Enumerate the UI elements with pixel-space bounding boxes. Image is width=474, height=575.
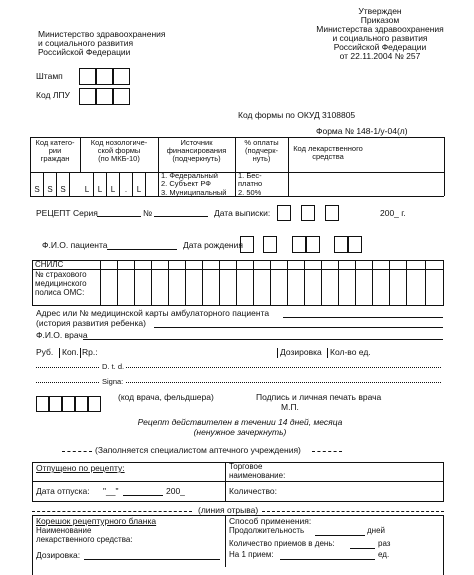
citizen-code-3: S [60,185,66,194]
stamp-box-2[interactable] [96,68,113,85]
recipe-number-label: № [143,208,153,218]
kop-label: Коп. [62,347,79,357]
trade-name-label: Торговое наименование: [229,462,286,480]
stub-method-label: Способ применения: [229,516,312,526]
birth-date-label: Дата рождения [183,240,243,250]
stub-dosage-label: Дозировка: [36,550,81,560]
doctor-code-box-1[interactable] [36,396,49,412]
header-financing: Источник финансирования (подчеркнуть) [166,138,227,163]
doctor-code-box-2[interactable] [49,396,62,412]
stub-times-label: раз [378,539,391,548]
approved-line-6: от 22.11.2004 № 257 [339,51,421,61]
header-payment: % оплаты (подчерк- нуть) [244,138,279,163]
birth-box-1[interactable] [240,236,254,253]
date-box-3[interactable] [325,205,339,221]
dispense-date-label: Дата отпуска: [36,486,90,496]
header-citizen-category: Код катего- рии граждан [35,138,75,163]
header-nosology: Код нозологиче- ской формы (по МКБ-10) [90,138,148,163]
signature-caption: Подпись и личная печать врача [256,392,382,402]
citizen-code-2: S [47,185,53,194]
pharmacy-note: (Заполняется специалистом аптечного учреждения) [95,445,301,455]
doctor-code-box-4[interactable] [75,396,88,412]
birth-box-2[interactable] [263,236,277,253]
history-label: (история развития ребенка) [36,318,146,328]
doctor-name-label: Ф.И.О. врача [36,330,88,340]
doctor-code-box-3[interactable] [62,396,75,412]
date-box-2[interactable] [301,205,315,221]
rub-label: Руб. [36,347,54,357]
dispensed-label: Отпущено по рецепту: [36,463,125,473]
dispense-year: 200_ [166,486,185,496]
approved-line-2: Приказом [360,15,400,25]
approved-line-5: Российской Федерации [333,42,427,52]
issue-date-label: Дата выписки: [214,208,271,218]
policy-label: № страхового медицинского полиса ОМС: [35,270,87,297]
issue-year: 200_ г. [380,208,406,218]
ministry-line-1: Министерство здравоохранения [38,29,166,39]
stub-per-day-label: Количество приемов в день: [229,539,335,548]
stamp-box-1[interactable] [79,68,96,85]
validity-line-1: Рецепт действителен в течении 14 дней, месяца [137,417,343,427]
dtd-label: D. t. d. [102,362,125,371]
stub-title: Корешок рецептурного бланка [36,516,157,526]
snils-label: СНИЛС [35,260,64,269]
dosage-label: Дозировка [280,347,322,357]
signa-label: Signa: [102,377,124,386]
quantity-label: Кол-во ед. [330,347,371,357]
ministry-line-2: и социального развития [38,38,134,48]
approved-line-4: и социального развития [332,33,428,43]
address-label: Адрес или № медицинской карты амбулаторного пациента [36,308,270,318]
dispense-date-value: "__" [103,486,119,496]
payment-options: 1. Бес- платно 2. 50% [238,171,263,197]
stub-days-label: дней [367,526,386,535]
doctor-code-box-5[interactable] [88,396,101,412]
stub-per-dose-label: На 1 прием: [229,550,274,559]
stub-drug-name-label: Наименование лекарственного средства: [36,526,133,544]
stub-units-label: ед. [378,550,390,559]
snils-grid[interactable] [32,260,444,306]
quantity-dispensed-label: Количество: [229,486,278,496]
lpu-code-label: Код ЛПУ [36,90,70,100]
birth-box-6[interactable] [348,236,362,253]
seal-label: М.П. [281,402,299,412]
lpu-box-2[interactable] [96,88,113,105]
okud-code: Код формы по ОКУД 3108805 [238,110,356,120]
nosology-code-2: L [97,185,103,194]
approved-line-1: Утвержден [358,6,402,16]
form-number: Форма № 148-1/у-04(л) [316,126,408,136]
doctor-code-caption: (код врача, фельдшера) [118,392,214,402]
lpu-box-3[interactable] [113,88,130,105]
date-box-1[interactable] [277,205,291,221]
stamp-label: Штамп [36,71,63,81]
nosology-code-3: L [110,185,116,194]
nosology-code-dot: . [124,185,128,194]
financing-options: 1. Федеральный 2. Субъект РФ 3. Муниципальный [161,171,227,197]
approved-line-3: Министерства здравоохранения [316,24,444,34]
patient-name-label: Ф.И.О. пациента [42,240,108,250]
header-drug-code: Код лекарственного средства [293,144,363,161]
birth-box-4[interactable] [306,236,320,253]
cut-line-label: (линия отрыва) [198,505,259,515]
rp-label: Rp.: [82,347,98,357]
nosology-code-4: L [136,185,142,194]
birth-box-5[interactable] [334,236,348,253]
validity-line-2: (ненужное зачеркнуть) [193,427,287,437]
ministry-line-3: Российской Федерации [38,47,131,57]
stamp-box-3[interactable] [113,68,130,85]
recipe-series-label: РЕЦЕПТ Серия [36,208,98,218]
birth-box-3[interactable] [292,236,306,253]
stub-duration-label: Продолжительность [229,526,305,535]
lpu-box-1[interactable] [79,88,96,105]
citizen-code-1: S [34,185,40,194]
nosology-code-1: L [84,185,90,194]
